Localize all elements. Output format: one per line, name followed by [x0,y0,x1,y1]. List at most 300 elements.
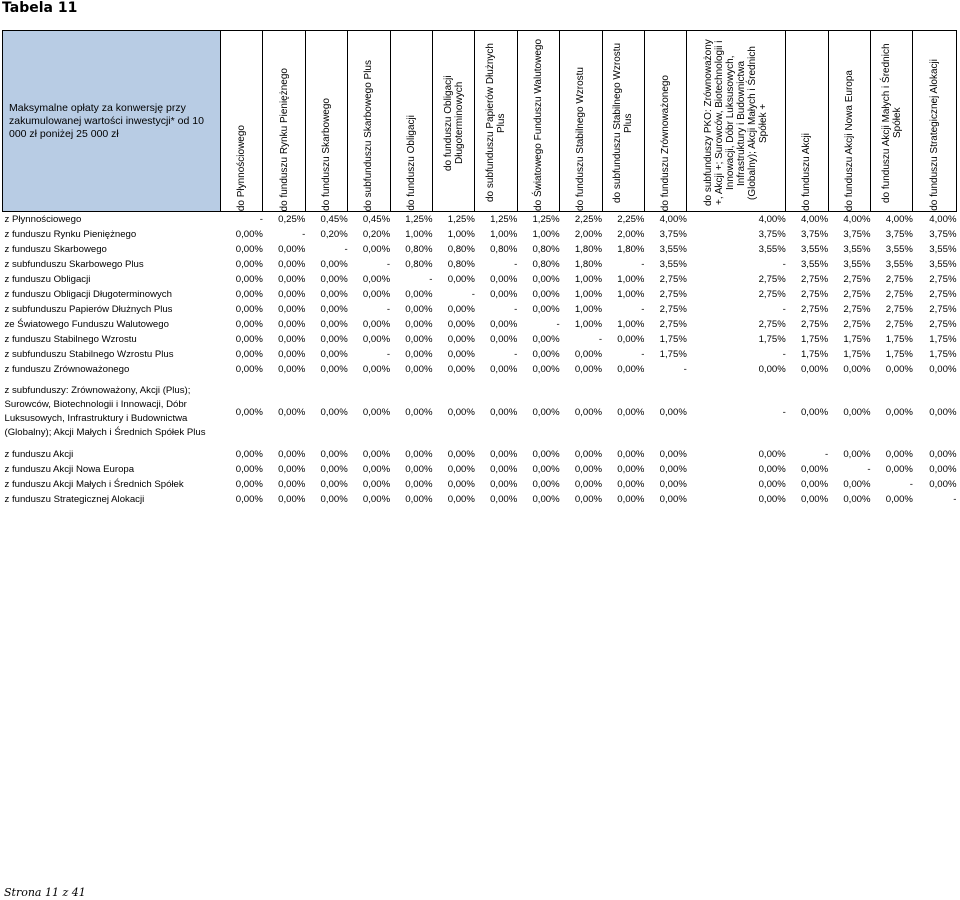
fee-cell: 2,75% [843,274,871,285]
row-label: z funduszu Akcji Małych i Średnich Spółek [4,479,184,490]
fee-cell: 0,00% [320,364,348,375]
fee-cell: - [598,334,603,345]
column-header-6 [433,31,475,212]
fee-cell: 0,80% [532,244,560,255]
fee-cell: 0,00% [405,464,433,475]
fee-cell: 0,00% [362,289,391,300]
fee-cell: - [514,304,518,315]
fee-cell: 2,75% [843,304,871,315]
fee-cell: 2,25% [617,214,645,225]
fee-cell: 0,00% [843,479,871,490]
fee-cell: 0,00% [405,364,433,375]
column-header-label: do subfunduszu Papierów Dłużnych Plus [485,43,508,203]
fee-cell: 0,00% [320,449,348,460]
fee-cell: - [259,214,263,225]
fee-cell: 0,00% [235,274,263,285]
fee-cell: 2,75% [885,304,913,315]
fee-cell: 0,00% [447,364,475,375]
fee-cell: 1,75% [659,349,687,360]
fee-cell: 1,25% [447,214,475,225]
fee-cell: 0,00% [532,334,560,345]
fee-cell: 0,00% [362,464,391,475]
fee-cell: - [641,349,645,360]
fee-cell: 2,75% [758,289,786,300]
fee-cell: 0,00% [885,464,913,475]
fee-cell: - [782,304,786,315]
fee-cell: - [386,259,391,270]
fee-cell: 0,25% [278,214,306,225]
fee-cell: 1,75% [659,334,687,345]
fee-cell: 0,00% [405,406,433,418]
fee-cell: 0,00% [659,479,687,490]
fee-cell: 3,55% [843,259,871,270]
fee-cell: 4,00% [885,214,913,225]
column-header-4 [348,31,390,212]
fee-cell: 0,00% [659,494,687,505]
row-label: z funduszu Obligacji Długoterminowych [4,289,172,300]
column-header-label: do funduszu Zrównoważonego [660,74,672,211]
fee-cell: 1,75% [800,349,829,360]
fee-cell: - [556,319,560,330]
table-row [3,347,957,362]
fee-cell: - [782,349,786,360]
fee-cell: 0,00% [929,406,957,418]
fee-cell: 0,00% [278,289,306,300]
column-header-8 [517,31,559,212]
row-label: z subfunduszu Papierów Dłużnych Plus [4,304,173,315]
fee-cell: 0,00% [885,364,913,375]
fee-cell: 0,00% [574,349,603,360]
fee-cell: 1,75% [800,334,829,345]
fee-cell: 2,75% [659,289,687,300]
table-row [3,477,957,492]
fee-cell: 0,00% [320,406,348,418]
table-row [3,257,957,272]
column-header-16 [913,31,957,212]
row-label: z funduszu Strategicznej Alokacji [4,494,145,505]
fee-cell: 0,00% [278,259,306,270]
row-label: z funduszu Zrównoważonego [4,364,130,375]
row-label: ze Światowego Funduszu Walutowego [4,319,169,330]
fee-cell: 3,55% [800,244,829,255]
fee-cell: 1,75% [843,334,871,345]
column-header-label: do funduszu Akcji [801,133,813,211]
fee-cell: 0,00% [532,349,560,360]
fee-cell: 1,25% [405,214,433,225]
fee-cell: 0,00% [758,479,786,490]
fee-cell: 0,00% [278,364,306,375]
conversion-fee-table [2,30,957,507]
fee-cell: 0,00% [659,406,687,418]
fee-cell: - [909,479,913,490]
fee-cell: 0,00% [574,494,603,505]
table-row [3,492,957,507]
fee-cell: 0,00% [320,259,348,270]
row-label: z funduszu Skarbowego [4,244,107,255]
fee-cell: - [302,229,306,240]
fee-cell: 0,45% [362,214,391,225]
fee-cell: 2,75% [885,274,913,285]
fee-cell: 0,00% [447,334,475,345]
fee-cell: 0,00% [532,289,560,300]
fee-cell: 0,80% [447,259,475,270]
fee-cell: - [824,449,829,460]
column-header-11 [644,31,686,212]
table-row [3,227,957,242]
fee-cell: 0,00% [278,349,306,360]
fee-cell: 0,00% [490,274,518,285]
fee-cell: 0,00% [532,479,560,490]
fee-cell: 0,00% [362,494,391,505]
fee-cell: 1,80% [617,244,645,255]
fee-cell: 0,00% [843,494,871,505]
fee-cell: 1,75% [929,334,957,345]
fee-cell: - [386,349,391,360]
fee-cell: 3,75% [929,229,957,240]
fee-cell: 0,00% [758,464,786,475]
column-header-label: do Światowego Funduszu Walutowego [532,39,544,211]
fee-cell: 0,80% [405,244,433,255]
fee-cell: 0,00% [447,274,475,285]
fee-cell: 0,80% [532,259,560,270]
fee-cell: 0,00% [758,494,786,505]
table-row [3,302,957,317]
fee-cell: 3,55% [885,244,913,255]
fee-cell: 0,00% [490,464,518,475]
fee-cell: 0,00% [320,274,348,285]
fee-cell: 0,00% [320,319,348,330]
fee-cell: - [641,304,645,315]
column-header-2 [263,31,305,212]
column-header-15 [871,31,913,212]
fee-cell: 2,25% [574,214,603,225]
column-header-label: do funduszu Akcji Nowa Europa [843,69,855,211]
fee-cell: 1,75% [929,349,957,360]
fee-cell: 0,00% [843,449,871,460]
table-body [3,212,957,508]
fee-cell: 0,00% [490,449,518,460]
fee-cell: 0,00% [532,304,560,315]
fee-cell: 0,20% [320,229,348,240]
fee-cell: 0,00% [490,364,518,375]
column-header-14 [828,31,870,212]
fee-cell: - [514,259,518,270]
fee-cell: 0,80% [447,244,475,255]
fee-cell: 1,00% [574,319,603,330]
fee-cell: 1,00% [574,289,603,300]
fee-cell: 0,00% [617,494,645,505]
fee-cell: 0,00% [490,479,518,490]
table-row [3,242,957,257]
fee-cell: - [344,244,348,255]
row-label: z funduszu Obligacji [4,274,91,285]
column-header-label: do funduszu Akcji Małych i Średnich Spółek [880,43,903,203]
fee-cell: 0,00% [843,364,871,375]
fee-cell: 0,00% [800,364,829,375]
fee-cell: 0,00% [235,406,263,418]
fee-cell: 0,00% [490,289,518,300]
fee-cell: 2,75% [885,319,913,330]
fee-cell: 2,75% [885,289,913,300]
fee-cell: 1,25% [532,214,560,225]
fee-cell: 0,00% [405,494,433,505]
fee-cell: 3,75% [843,229,871,240]
fee-cell: 0,00% [235,349,263,360]
fee-cell: 3,55% [885,259,913,270]
fee-cell: 0,80% [405,259,433,270]
fee-cell: 0,00% [574,406,603,418]
fee-cell: 1,00% [574,274,603,285]
fee-cell: 0,00% [800,479,829,490]
fee-cell: - [641,259,645,270]
fee-cell: 0,00% [362,406,391,418]
fee-cell: 0,00% [278,319,306,330]
fee-cell: 2,75% [929,274,957,285]
fee-cell: 0,00% [320,494,348,505]
fee-cell: 0,00% [617,364,645,375]
fee-cell: 0,00% [235,479,263,490]
fee-cell: 0,00% [235,304,263,315]
fee-cell: - [514,349,518,360]
column-header-label: do Płynnościowego [236,124,248,211]
fee-cell: 1,00% [617,274,645,285]
corner-header-cell: Maksymalne opłaty za konwersję przy zakumulowanej wartości inwestycji* od 10 000 zł poniżej 25 000 zł [3,31,221,212]
fee-cell: 0,00% [447,304,475,315]
column-header-13 [786,31,828,212]
fee-cell: 0,00% [235,289,263,300]
fee-cell: 1,80% [574,259,603,270]
fee-cell: 0,00% [447,449,475,460]
column-header-5 [390,31,432,212]
fee-cell: 0,00% [278,406,306,418]
column-header-label: do subfunduszy PKO: Zrównoważony +, Akcji +; Surowców, Biotechnologii i Innowacji, Dóbr Luksusowych, Infrastruktury i Budownictwa (Globalny); Akcji Małych i Średnich Spółek + [703,39,770,207]
fee-cell: 0,00% [235,494,263,505]
row-label: z funduszu Rynku Pieniężnego [4,229,137,240]
fee-cell: 1,00% [574,304,603,315]
table-row [3,332,957,347]
fee-cell: 0,00% [405,319,433,330]
fee-cell: 3,75% [800,229,829,240]
fee-cell: 0,00% [617,406,645,418]
row-label: z subfunduszu Stabilnego Wzrostu Plus [4,349,174,360]
table-row [3,377,957,447]
fee-cell: 0,00% [490,494,518,505]
fee-cell: 0,00% [929,464,957,475]
fee-cell: 2,00% [574,229,603,240]
fee-cell: - [471,289,475,300]
fee-cell: 0,00% [235,464,263,475]
fee-cell: 2,75% [758,274,786,285]
fee-cell: 4,00% [843,214,871,225]
fee-cell: 3,55% [929,244,957,255]
row-label: z Płynnościowego [4,214,82,225]
fee-cell: 0,00% [885,494,913,505]
fee-cell: 3,55% [758,244,786,255]
fee-cell: - [867,464,871,475]
fee-cell: 0,00% [278,494,306,505]
fee-cell: 0,00% [800,406,829,418]
fee-cell: 0,00% [362,274,391,285]
fee-cell: 1,00% [617,289,645,300]
fee-cell: 0,00% [362,334,391,345]
fee-cell: 1,75% [885,349,913,360]
fee-cell: 0,00% [929,449,957,460]
row-label: z funduszu Akcji [4,449,74,460]
fee-cell: 3,55% [659,259,687,270]
fee-cell: 2,75% [929,289,957,300]
table-row [3,447,957,462]
fee-cell: 0,00% [659,449,687,460]
fee-cell: 0,00% [532,464,560,475]
fee-cell: 4,00% [800,214,829,225]
fee-cell: 2,75% [929,304,957,315]
column-header-label: do funduszu Stabilnego Wzrostu [575,67,587,211]
fee-cell: 2,75% [843,319,871,330]
fee-cell: - [782,406,786,418]
fee-cell: 0,00% [574,449,603,460]
fee-cell: - [683,364,687,375]
column-header-1 [221,31,263,212]
fee-cell: 0,00% [278,274,306,285]
fee-cell: 0,00% [235,244,263,255]
fee-cell: 1,00% [405,229,433,240]
fee-cell: 1,75% [758,334,786,345]
column-header-9 [560,31,602,212]
fee-cell: 0,00% [532,406,560,418]
fee-cell: 2,75% [800,274,829,285]
row-label: z funduszu Akcji Nowa Europa [4,464,135,475]
fee-cell: 3,75% [659,229,687,240]
fee-cell: 0,00% [235,449,263,460]
fee-cell: 1,00% [447,229,475,240]
fee-cell: 2,75% [659,274,687,285]
fee-cell: 0,00% [617,479,645,490]
fee-cell: 0,00% [405,449,433,460]
fee-cell: 0,80% [490,244,518,255]
fee-cell: 0,00% [929,364,957,375]
fee-cell: 0,00% [758,364,786,375]
fee-cell: 2,75% [800,319,829,330]
fee-cell: 0,00% [362,319,391,330]
fee-cell: 2,75% [843,289,871,300]
fee-cell: 0,00% [235,334,263,345]
fee-cell: 0,00% [235,364,263,375]
fee-cell: 1,75% [843,349,871,360]
column-header-label: do funduszu Strategicznej Alokacji [929,59,941,211]
fee-cell: 2,75% [659,304,687,315]
column-header-label: do subfunduszu Stabilnego Wzrostu Plus [612,42,635,204]
fee-cell: 4,00% [758,214,786,225]
fee-cell: 0,00% [447,319,475,330]
fee-cell: 0,00% [320,464,348,475]
fee-cell: 0,00% [617,334,645,345]
fee-cell: 1,80% [574,244,603,255]
fee-cell: 0,00% [278,464,306,475]
fee-cell: 0,00% [800,464,829,475]
fee-cell: 0,00% [574,479,603,490]
fee-cell: 0,00% [574,364,603,375]
fee-cell: 0,00% [758,449,786,460]
fee-cell: 2,00% [617,229,645,240]
fee-cell: 3,75% [885,229,913,240]
fee-cell: 1,00% [532,229,560,240]
fee-cell: 0,00% [320,334,348,345]
fee-cell: 3,75% [758,229,786,240]
fee-cell: 0,00% [320,289,348,300]
fee-cell: 0,45% [320,214,348,225]
fee-cell: 0,00% [320,349,348,360]
fee-cell: 2,75% [758,319,786,330]
fee-cell: 0,00% [885,406,913,418]
fee-cell: 0,00% [574,464,603,475]
table-row [3,317,957,332]
fee-cell: - [782,259,786,270]
fee-cell: 1,25% [490,214,518,225]
fee-cell: 0,00% [617,464,645,475]
fee-cell: 0,00% [405,479,433,490]
fee-cell: 0,00% [659,464,687,475]
fee-cell: 1,00% [617,319,645,330]
fee-cell: 4,00% [659,214,687,225]
fee-cell: 0,00% [447,406,475,418]
fee-cell: 0,00% [405,334,433,345]
fee-cell: 0,00% [885,449,913,460]
column-header-label: do subfunduszu Skarbowego Plus [363,59,375,211]
fee-cell: - [953,494,957,505]
fee-cell: 0,00% [362,364,391,375]
row-label: z subfunduszy: Zrównoważony, Akcji (Plus); Surowców, Biotechnologii i Innowacji, Dóbr Luksusowych, Infrastruktury i Budownictwa (Globalny); Akcji Małych i Średnich Spółek Plus [4,385,206,438]
fee-cell: 0,00% [362,479,391,490]
page-footer: Strona 11 z 41 [4,886,86,899]
fee-cell: 0,00% [405,289,433,300]
fee-cell: 0,00% [235,229,263,240]
fee-cell: 2,75% [800,304,829,315]
fee-cell: 4,00% [929,214,957,225]
fee-cell: 3,55% [659,244,687,255]
fee-cell: 0,00% [278,334,306,345]
fee-cell: 0,00% [929,479,957,490]
fee-cell: 0,00% [405,304,433,315]
fee-cell: 0,00% [278,449,306,460]
fee-cell: 0,00% [447,464,475,475]
row-label: z funduszu Stabilnego Wzrostu [4,334,137,345]
table-row [3,362,957,377]
fee-cell: 2,75% [659,319,687,330]
fee-cell: 0,00% [362,449,391,460]
fee-cell: 0,00% [532,449,560,460]
fee-cell: 1,00% [490,229,518,240]
table-row [3,462,957,477]
column-header-label: do funduszu Obligacji Długoterminowych [442,75,465,171]
table-header-row [3,31,957,212]
table-title: Tabela 11 [2,0,78,16]
fee-cell: 0,00% [532,494,560,505]
fee-cell: 0,00% [447,494,475,505]
fee-cell: 0,00% [532,274,560,285]
fee-cell: 0,00% [447,349,475,360]
fee-cell: 0,00% [278,304,306,315]
fee-cell: 0,00% [800,494,829,505]
fee-cell: 0,00% [447,479,475,490]
fee-cell: 0,00% [617,449,645,460]
fee-cell: - [386,304,391,315]
fee-cell: 0,00% [278,479,306,490]
column-header-label: do funduszu Obligacji [405,115,417,211]
row-label: z subfunduszu Skarbowego Plus [4,259,144,270]
fee-cell: 0,00% [843,406,871,418]
table-row [3,272,957,287]
column-header-label: do funduszu Rynku Pieniężnego [278,67,290,211]
